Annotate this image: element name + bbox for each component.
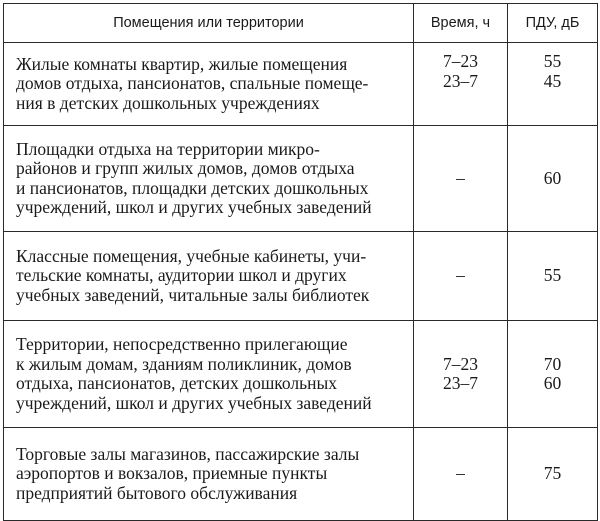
limit-line: 55 <box>543 265 562 286</box>
room-line: ния в детских дошкольных учреждениях <box>16 92 320 113</box>
table-row <box>4 232 598 321</box>
time-value <box>414 321 508 428</box>
time-value <box>414 126 508 232</box>
room-description <box>4 43 414 126</box>
time-line: 7–23 <box>443 51 478 71</box>
limit-line: 60 <box>543 167 562 188</box>
time-line: – <box>456 265 465 286</box>
room-line: Площадки отдыха на территории микро- <box>16 138 320 159</box>
room-description <box>4 232 414 321</box>
time-line: 23–7 <box>443 70 478 91</box>
time-value <box>414 232 508 321</box>
room-description <box>4 321 414 428</box>
limit-value <box>508 43 598 126</box>
limit-line: 55 <box>543 51 562 71</box>
room-line: к жилым домам, зданиям поликлиник, домов <box>16 353 352 374</box>
room-line: Жилые комнаты квартир, жилые помещения <box>16 53 348 74</box>
time-value <box>414 43 508 126</box>
limit-line: 45 <box>543 70 562 91</box>
room-line: аэропортов и вокзалов, приемные пункты <box>16 463 328 484</box>
time-line: 7–23 <box>443 353 478 374</box>
limit-value <box>508 428 598 521</box>
room-description <box>4 126 414 232</box>
room-line: предприятий бытового обслуживания <box>16 482 298 503</box>
room-line: и пансионатов, площадки детских дошкольных <box>16 177 369 198</box>
room-line: учебных заведений, читальные залы библиотек <box>16 284 370 305</box>
room-description <box>4 428 414 521</box>
header-time: Время, ч <box>414 4 508 43</box>
table-header-row <box>4 4 598 43</box>
room-line: Классные помещения, учебные кабинеты, учи- <box>16 245 367 266</box>
room-line: учреждений, школ и других учебных заведений <box>16 197 372 217</box>
time-line: – <box>456 167 465 188</box>
limit-line: 60 <box>543 373 562 393</box>
limit-line: 75 <box>543 463 562 484</box>
room-line: домов отдыха, пансионатов, спальные помеще- <box>16 73 369 94</box>
header-rooms: Помещения или территории <box>4 4 414 43</box>
table-row <box>4 43 598 126</box>
noise-limits-table <box>3 3 598 521</box>
room-line: учреждений, школ и других учебных заведений <box>16 392 372 413</box>
room-line: отдыха, пансионатов, детских дошкольных <box>16 373 338 393</box>
room-line: тельские комнаты, аудитории школ и других <box>16 265 347 286</box>
room-line: Торговые залы магазинов, пассажирские залы <box>16 443 360 464</box>
room-line: районов и групп жилых домов, домов отдыха <box>16 158 355 178</box>
limit-value <box>508 321 598 428</box>
table-row <box>4 126 598 232</box>
header-limit: ПДУ, дБ <box>508 4 598 43</box>
limit-value <box>508 232 598 321</box>
time-line: – <box>456 463 465 484</box>
room-line: Территории, непосредственно прилегающие <box>16 334 348 354</box>
time-line: 23–7 <box>443 373 478 393</box>
table-row <box>4 321 598 428</box>
limit-value <box>508 126 598 232</box>
limit-line: 70 <box>543 353 562 374</box>
table-row <box>4 428 598 521</box>
time-value <box>414 428 508 521</box>
